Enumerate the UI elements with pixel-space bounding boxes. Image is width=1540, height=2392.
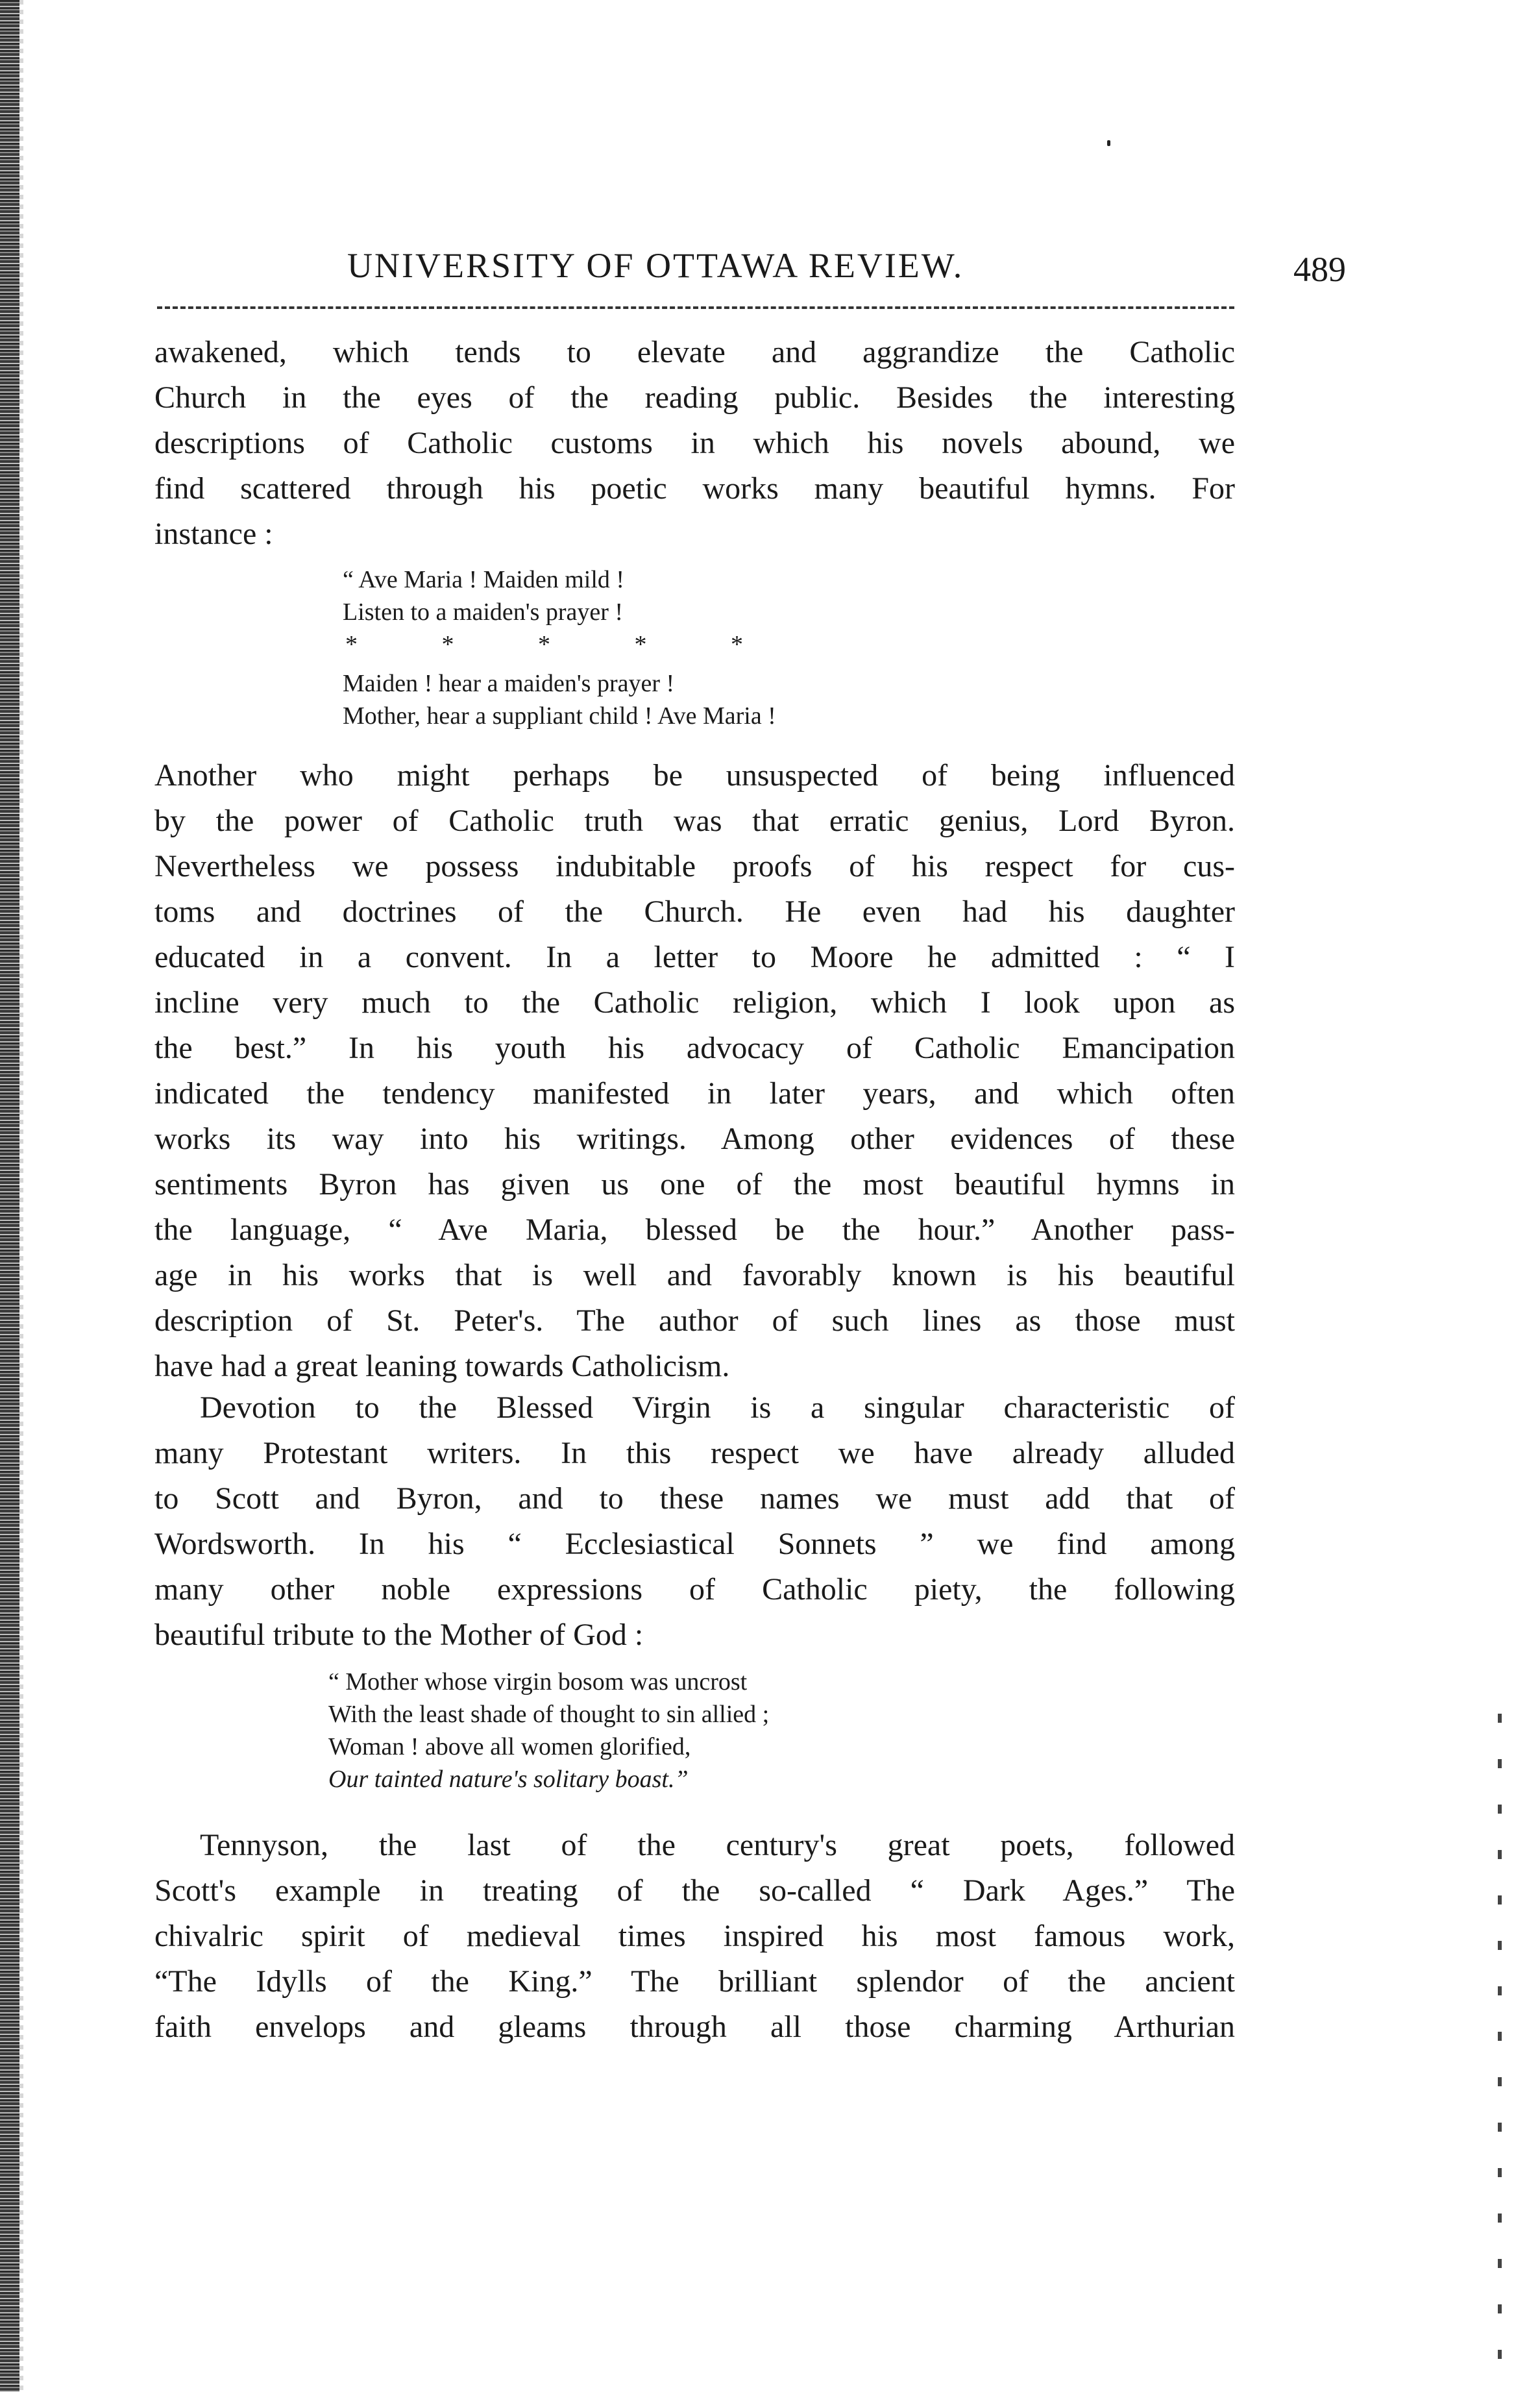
text-line: Scott's example in treating of the so-called “ Dark Ages.” The xyxy=(154,1873,1235,1908)
text-line: age in his works that is well and favorably known is his beautiful xyxy=(154,1258,1235,1292)
text-line: Devotion to the Blessed Virgin is a singular characteristic of xyxy=(200,1390,1235,1425)
running-title: UNIVERSITY OF OTTAWA REVIEW. xyxy=(347,246,964,285)
verse-line: With the least shade of thought to sin allied ; xyxy=(328,1701,770,1728)
text-line: beautiful tribute to the Mother of God : xyxy=(154,1618,644,1652)
verse-line: Our tainted nature's solitary boast.” xyxy=(328,1766,689,1793)
binding-shadow xyxy=(19,0,23,2392)
text-line: find scattered through his poetic works many beautiful hymns. For xyxy=(154,471,1235,506)
paragraph-tennyson xyxy=(154,1823,1235,2050)
verse-line: Woman ! above all women glorified, xyxy=(328,1733,691,1760)
text-line: educated in a convent. In a letter to Moore he admitted : “ I xyxy=(154,940,1235,974)
text-line: description of St. Peter's. The author of such lines as those must xyxy=(154,1303,1235,1338)
text-line: Nevertheless we possess indubitable proofs of his respect for cus- xyxy=(154,849,1235,883)
text-line: works its way into his writings. Among other evidences of these xyxy=(154,1122,1235,1156)
text-line: the best.” In his youth his advocacy of Catholic Emancipation xyxy=(154,1031,1235,1065)
text-line: descriptions of Catholic customs in which his novels abound, we xyxy=(154,426,1235,460)
text-line: to Scott and Byron, and to these names we must add that of xyxy=(154,1481,1235,1516)
header-rule xyxy=(157,306,1234,309)
text-line: instance : xyxy=(154,517,273,551)
verse-line: Listen to a maiden's prayer ! xyxy=(343,598,624,626)
verse-line: “ Mother whose virgin bosom was uncrost xyxy=(328,1668,748,1695)
text-line: Another who might perhaps be unsuspected of being influenced xyxy=(154,758,1235,793)
text-line: have had a great leaning towards Catholicism. xyxy=(154,1349,730,1383)
text-line: many other noble expressions of Catholic piety, the following xyxy=(154,1572,1235,1607)
text-line: “The Idylls of the King.” The brilliant splendor of the ancient xyxy=(154,1964,1235,1999)
paragraph-wordsworth xyxy=(154,1385,1235,1658)
scan-edge-marks xyxy=(1498,1714,1502,2389)
text-line: indicated the tendency manifested in later years, and which often xyxy=(154,1076,1235,1111)
verse-line: “ Ave Maria ! Maiden mild ! xyxy=(343,566,625,593)
text-line: awakened, which tends to elevate and aggrandize the Catholic xyxy=(154,335,1235,369)
verse-ellipsis-stars: * * * * * xyxy=(345,631,782,658)
page-number: 489 xyxy=(1293,250,1346,289)
scanned-binding-edge xyxy=(0,0,19,2392)
text-line: Wordsworth. In his “ Ecclesiastical Sonnets ” we find among xyxy=(154,1527,1235,1561)
verse-line: Mother, hear a suppliant child ! Ave Maria ! xyxy=(343,702,776,730)
verse-line: Maiden ! hear a maiden's prayer ! xyxy=(343,670,675,697)
text-line: sentiments Byron has given us one of the most beautiful hymns in xyxy=(154,1167,1235,1202)
paragraph-byron xyxy=(154,753,1235,1389)
text-line: the language, “ Ave Maria, blessed be the hour.” Another pass- xyxy=(154,1213,1235,1247)
text-line: incline very much to the Catholic religion, which I look upon as xyxy=(154,985,1235,1020)
verse-ecclesiastical-sonnet xyxy=(328,1666,769,1795)
ink-speck xyxy=(1107,140,1110,146)
text-line: Church in the eyes of the reading public. Besides the interesting xyxy=(154,380,1235,415)
text-line: toms and doctrines of the Church. He even had his daughter xyxy=(154,894,1235,929)
verse-ave-maria xyxy=(343,563,782,732)
text-line: many Protestant writers. In this respect we have already alluded xyxy=(154,1436,1235,1470)
text-line: Tennyson, the last of the century's great poets, followed xyxy=(200,1828,1235,1862)
text-line: faith envelops and gleams through all those charming Arthurian xyxy=(154,2010,1235,2044)
paragraph-scott-continued xyxy=(154,330,1235,557)
text-line: chivalric spirit of medieval times inspired his most famous work, xyxy=(154,1919,1235,1953)
text-line: by the power of Catholic truth was that erratic genius, Lord Byron. xyxy=(154,804,1235,838)
